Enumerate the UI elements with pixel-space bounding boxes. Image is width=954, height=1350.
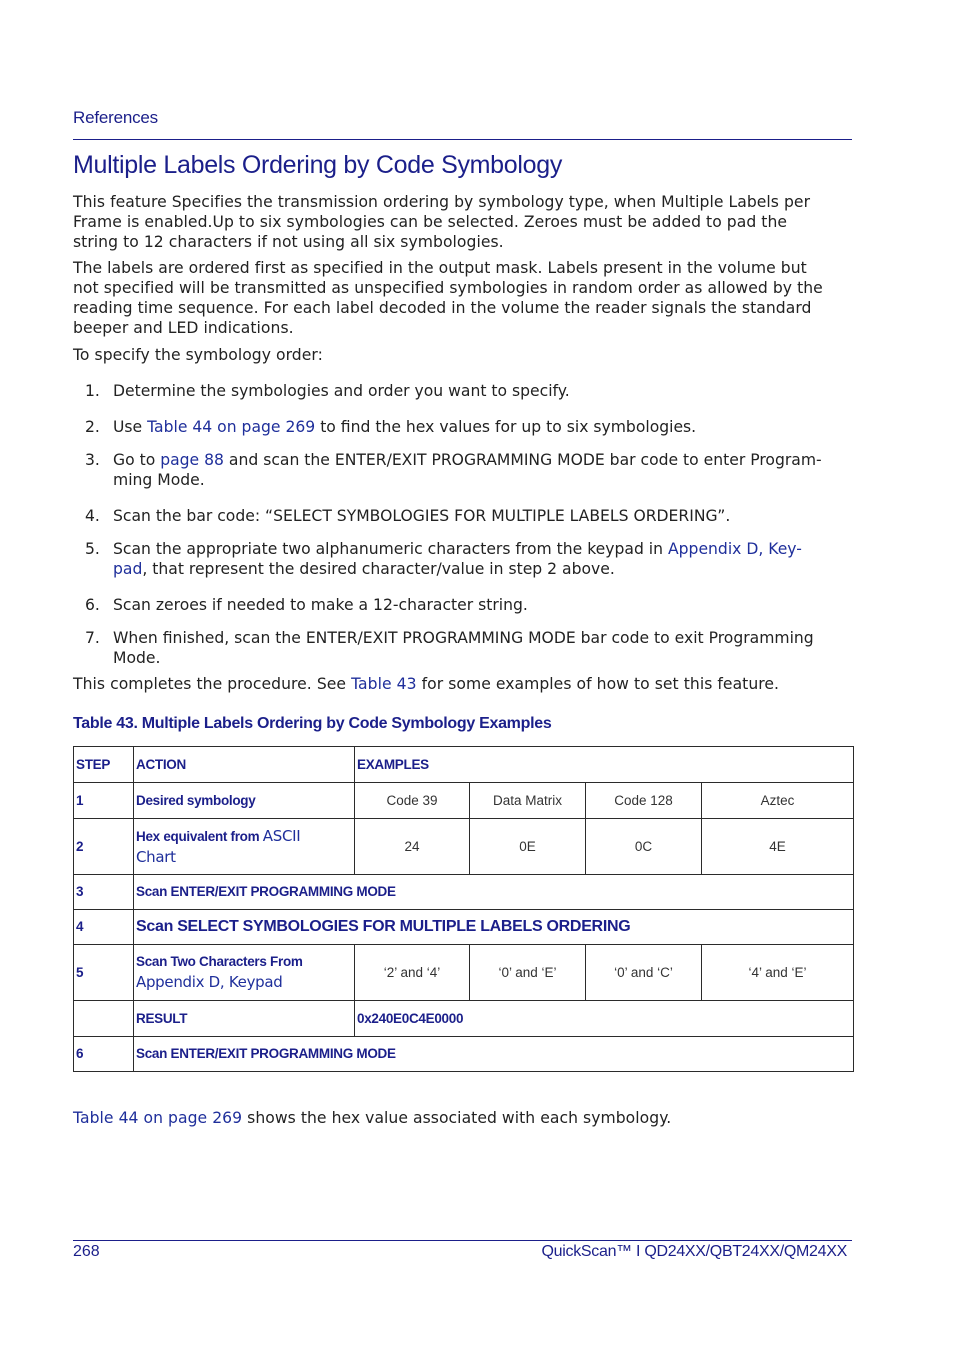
table-row (74, 910, 854, 945)
example-cell: ‘0’ and ‘C’ (586, 945, 702, 1001)
action-cell: Scan ENTER/EXIT PROGRAMMING MODE (134, 1037, 854, 1072)
step-number: 4. (85, 507, 100, 525)
example-cell: 24 (355, 819, 470, 875)
table-row (74, 783, 854, 819)
intro-paragraph-1 (73, 192, 863, 252)
action-cell: Scan SELECT SYMBOLOGIES FOR MULTIPLE LABELS ORDERING (134, 910, 854, 945)
step-number: 5. (85, 540, 100, 558)
step-number: 7. (85, 629, 100, 647)
examples-table (73, 746, 854, 1072)
intro-p1-line: This feature Specifies the transmission ordering by symbology type, when Multiple Labels per (73, 193, 811, 211)
table-row (74, 819, 854, 875)
action-cell: Desired symbology (134, 783, 355, 819)
step-text: Scan the bar code: “SELECT SYMBOLOGIES FOR MULTIPLE LABELS ORDERING”. (113, 507, 731, 525)
step-cell: 4 (74, 910, 134, 945)
table-44-link[interactable]: Table 44 on page 269 (73, 1109, 243, 1127)
table-43-link[interactable]: Table 43 (351, 675, 417, 693)
intro-p2-line: reading time sequence. For each label decoded in the volume the reader signals the standard (73, 299, 812, 317)
example-cell: 0E (470, 819, 586, 875)
step-text-part: and scan the ENTER/EXIT PROGRAMMING MODE bar code to enter Program- (223, 451, 822, 469)
page-number: 268 (73, 1243, 100, 1260)
result-label: RESULT (134, 1001, 355, 1037)
example-cell: ‘0’ and ‘E’ (470, 945, 586, 1001)
intro-p1-line: Frame is enabled.Up to six symbologies can be selected. Zeroes must be added to pad the (73, 213, 788, 231)
intro-p2-line: not specified will be transmitted as unspecified symbologies in random order as allowed by the (73, 279, 823, 297)
table-header-row (74, 747, 854, 783)
step-text-part: When finished, scan the ENTER/EXIT PROGRAMMING MODE bar code to exit Programming (113, 629, 814, 647)
action-text: Scan Two Characters From (136, 954, 303, 969)
section-header: References (73, 108, 158, 127)
example-cell: ‘4’ and ‘E’ (702, 945, 854, 1001)
intro-paragraph-3: To specify the symbology order: (73, 346, 323, 364)
example-cell: Code 39 (355, 783, 470, 819)
intro-p1-line: string to 12 characters if not using all six symbologies. (73, 233, 504, 251)
header-step: STEP (74, 747, 134, 783)
action-cell: Scan ENTER/EXIT PROGRAMMING MODE (134, 875, 854, 910)
intro-paragraph-2 (73, 258, 863, 338)
product-name: QuickScan™ I QD24XX/QBT24XX/QM24XX (541, 1243, 847, 1260)
step-text-part: hex values for up to six symbologies. (400, 418, 697, 436)
step-text (113, 417, 858, 437)
step-text: Scan zeroes if needed to make a 12-character string. (113, 596, 528, 614)
table-row (74, 945, 854, 1001)
example-cell: Data Matrix (470, 783, 586, 819)
step-text (113, 539, 858, 579)
result-value: 0x240E0C4E0000 (355, 1001, 854, 1037)
table-caption: Table 43. Multiple Labels Ordering by Code Symbology Examples (73, 715, 552, 732)
completion-text: for some examples of how to set this feature. (416, 675, 780, 693)
step-text (113, 450, 858, 490)
closing-text: shows the hex value associated with each symbology. (242, 1109, 672, 1127)
table-row (74, 1037, 854, 1072)
example-cell: 0C (586, 819, 702, 875)
step-cell: 2 (74, 819, 134, 875)
example-cell: ‘2’ and ‘4’ (355, 945, 470, 1001)
action-text: Hex equivalent from (136, 828, 263, 844)
footer-divider (73, 1240, 852, 1241)
appendix-d-link[interactable]: pad (113, 560, 143, 578)
action-cell (134, 819, 355, 875)
step-cell: 3 (74, 875, 134, 910)
completion-paragraph (73, 674, 863, 694)
step-text: Determine the symbologies and order you want to specify. (113, 382, 570, 400)
step-number: 6. (85, 596, 100, 614)
step-text-part: Scan the appropriate two alphanumeric characters from the keypad in (113, 540, 668, 558)
appendix-d-keypad-link[interactable]: Appendix D, Keypad (136, 973, 283, 991)
example-cell: Aztec (702, 783, 854, 819)
header-action: ACTION (134, 747, 355, 783)
step-text-part: , that represent the desired character/value in step 2 above. (142, 560, 615, 578)
step-number: 2. (85, 418, 100, 436)
step-cell: 6 (74, 1037, 134, 1072)
step-text (113, 628, 858, 668)
step-cell: 1 (74, 783, 134, 819)
action-cell (134, 945, 355, 1001)
table-44-link[interactable]: Table 44 on page 269 (147, 418, 316, 436)
example-cell: 4E (702, 819, 854, 875)
completion-text: This completes the procedure. See (73, 675, 352, 693)
header-divider (73, 139, 852, 140)
header-examples: EXAMPLES (355, 747, 854, 783)
appendix-d-link[interactable]: Appendix D, Key- (667, 540, 802, 558)
step-cell: 5 (74, 945, 134, 1001)
table-result-row (74, 1001, 854, 1037)
table-row (74, 875, 854, 910)
step-cell (74, 1001, 134, 1037)
page-88-link[interactable]: page 88 (160, 451, 224, 469)
step-text-part: Go to (113, 451, 161, 469)
example-cell: Code 128 (586, 783, 702, 819)
step-number: 3. (85, 451, 100, 469)
page-title: Multiple Labels Ordering by Code Symbology (73, 151, 563, 179)
step-text-part: Mode. (113, 649, 161, 667)
intro-p2-line: The labels are ordered first as specified in the output mask. Labels present in the volume but (73, 259, 807, 277)
step-text-part: to find the (315, 418, 401, 436)
ascii-chart-link[interactable]: Chart (136, 847, 176, 866)
closing-paragraph (73, 1108, 863, 1128)
step-text-part: ming Mode. (113, 471, 205, 489)
ascii-chart-link[interactable]: ASCII (262, 826, 301, 845)
step-text-part: Use (113, 418, 148, 436)
intro-p2-line: beeper and LED indications. (73, 319, 294, 337)
step-number: 1. (85, 382, 100, 400)
